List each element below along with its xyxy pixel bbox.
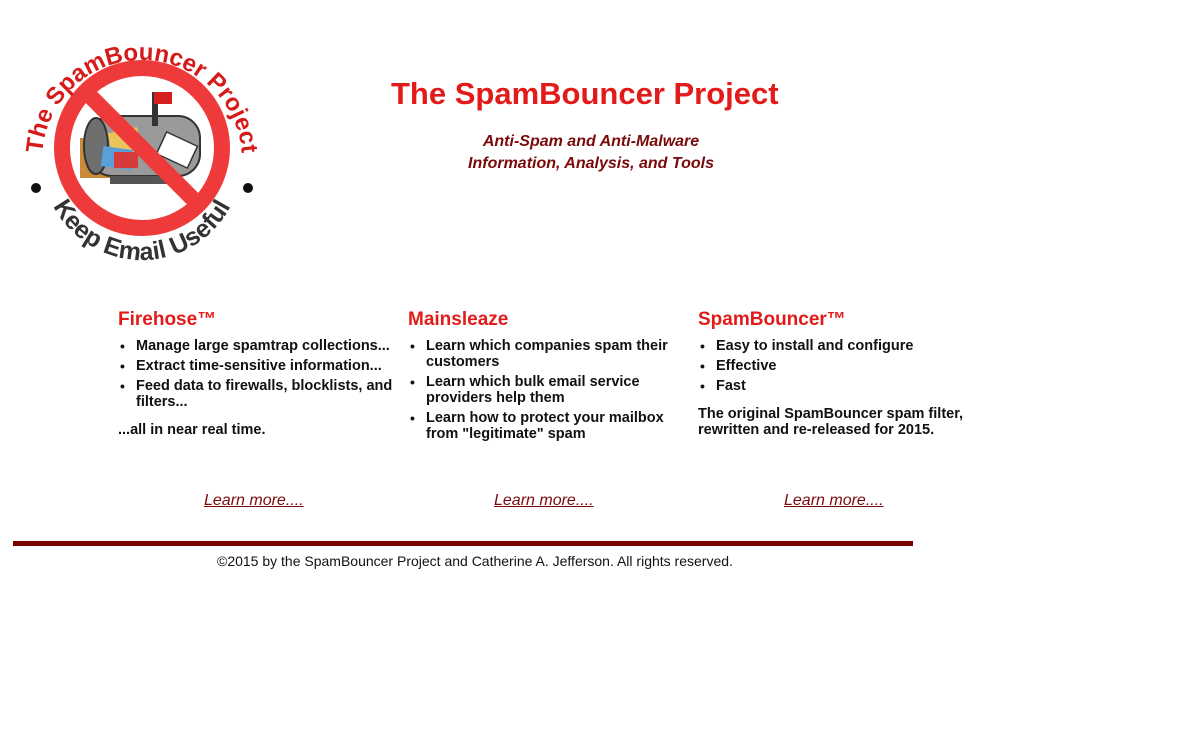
list-item: • Learn how to protect your mailbox from "legitimate" spam [426, 410, 683, 442]
mainsleaze-section [408, 308, 683, 446]
footer-divider [13, 541, 913, 546]
list-item: • Feed data to firewalls, blocklists, and filters... [136, 378, 393, 410]
logo-text-top: The SpamBouncer Project [21, 38, 263, 155]
firehose-note: ...all in near real time. [118, 422, 266, 438]
spambouncer-note: The original SpamBouncer spam filter, rewritten and re-released for 2015. [698, 406, 964, 438]
spambouncer-feature-list [698, 338, 973, 394]
list-item: • Extract time-sensitive information... [136, 358, 393, 374]
mainsleaze-feature-list [408, 338, 683, 442]
copyright-text: ©2015 by the SpamBouncer Project and Catherine A. Jefferson. All rights reserved. [217, 553, 733, 569]
firehose-section [118, 308, 393, 438]
logo-text-bottom: Keep Email Useful [47, 194, 237, 267]
mainsleaze-heading: Mainsleaze [408, 309, 509, 330]
firehose-learn-more-link[interactable]: Learn more.... [204, 492, 304, 509]
tagline [391, 131, 791, 175]
list-item: • Manage large spamtrap collections... [136, 338, 393, 354]
tagline-line-1: Anti-Spam and Anti-Malware [482, 133, 700, 150]
tagline-line-2: Information, Analysis, and Tools [468, 155, 714, 172]
mainsleaze-learn-more-link[interactable]: Learn more.... [494, 492, 594, 509]
firehose-feature-list [118, 338, 393, 410]
spambouncer-heading: SpamBouncer™ [698, 309, 846, 330]
list-item: • Effective [716, 358, 973, 374]
spambouncer-learn-more-link[interactable]: Learn more.... [784, 492, 884, 509]
list-item: • Learn which companies spam their customers [426, 338, 683, 370]
list-item: • Easy to install and configure [716, 338, 973, 354]
firehose-heading: Firehose™ [118, 309, 217, 330]
list-item: • Learn which bulk email service providers help them [426, 374, 683, 406]
spambouncer-logo [14, 20, 270, 270]
spambouncer-section [698, 308, 973, 438]
list-item: • Fast [716, 378, 973, 394]
page-title: The SpamBouncer Project [391, 76, 779, 111]
